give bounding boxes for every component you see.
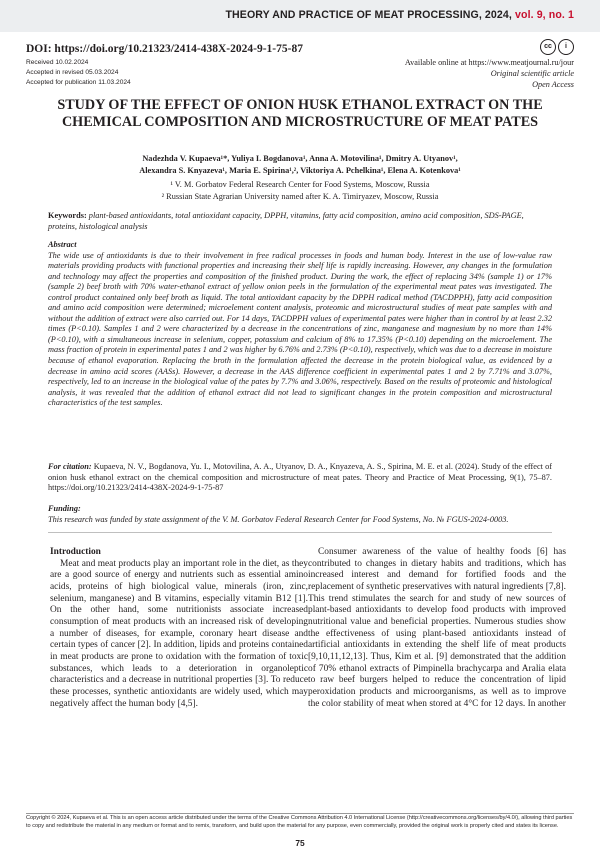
funding-section — [48, 504, 552, 525]
accepted-date: Accepted for publication 11.03.2024 — [26, 79, 131, 86]
page-number: 75 — [295, 838, 305, 848]
received-date: Received 10.02.2024 — [26, 59, 89, 66]
revised-date: Accepted in revised 05.03.2024 — [26, 69, 119, 76]
citation-section — [48, 462, 552, 494]
section-divider — [48, 532, 552, 533]
affiliation-1: ¹ V. M. Gorbatov Federal Research Center for Food Systems, Moscow, Russia — [170, 180, 430, 189]
citation-label: For citation: — [48, 462, 92, 471]
journal-name: THEORY AND PRACTICE OF MEAT PROCESSING, 2024, — [225, 9, 512, 21]
copyright-notice: Copyright © 2024, Kupaeva et al. This is an open access article distributed under the terms of the Creative Commons Attribution 4.0 International License (http://creativecommons.org/licenses/by/4.0/), allowing third parties to copy and redistribute the material in any medium or format and to remix, transform, and build upon the material for any purpose, even commercially, provided the original work is properly cited and states its license. — [26, 815, 573, 829]
abstract-heading: Abstract — [48, 240, 77, 249]
affiliations — [26, 179, 574, 203]
affiliation-2: ² Russian State Agrarian University named after K. A. Timiryazev, Moscow, Russia — [161, 192, 439, 201]
doi-link[interactable]: DOI: https://doi.org/10.21323/2414-438X-2024-9-1-75-87 — [26, 43, 303, 55]
author-list — [26, 153, 574, 177]
keywords — [48, 211, 552, 232]
article-title: STUDY OF THE EFFECT OF ONION HUSK ETHANOL EXTRACT ON THE CHEMICAL COMPOSITION AND MICROSTRUCTURE OF MEAT PATES — [57, 97, 543, 130]
funding-label: Funding: — [48, 504, 81, 513]
funding-text: This research was funded by state assignment of the V. M. Gorbatov Federal Research Center for Food Systems, No. № FGUS-2024-0003. — [48, 514, 509, 524]
intro-paragraph-left: Meat and meat products play an important role in the diet, as they are a good source of energy and nutrients such as essential amino acids, proteins of high biological value, minerals (iron, zinc, selenium, manganese) and B vitamins, especially vitamin B12 [1]. On the other hand, some nutritionists associate increased consumption of meat products with an increased risk of developing a number of diseases, for example, coronary heart disease and certain types of cancer [2]. In addition, lipids and proteins contained in meat products are prone to oxidation with the formation of toxic substances, which leads to a deterioration in organoleptic characteristics and a decrease in nutritional properties [3]. To reduce these processes, synthetic antioxidants are widely used, which may negatively affect the human body [4,5]. — [50, 558, 308, 709]
cc-license-icon[interactable]: cc i — [405, 39, 574, 55]
publication-info — [405, 39, 574, 90]
article-type: Original scientific article — [490, 69, 574, 78]
open-access-label: Open Access — [532, 80, 574, 89]
volume-issue: vol. 9, no. 1 — [515, 9, 574, 21]
authors-line-2: Alexandra S. Knyazeva¹, Maria E. Spirina¹,², Viktoriya A. Pchelkina¹, Elena A. Kotenkova¹ — [139, 166, 461, 175]
keywords-label: Keywords: — [48, 211, 87, 220]
footer-divider — [26, 813, 574, 814]
article-meta — [26, 43, 326, 88]
available-online[interactable]: Available online at https://www.meatjournal.ru/jour — [404, 58, 574, 67]
abstract-text: The wide use of antioxidants is due to their involvement in free radical processes in foods and human body. Interest in the use of low-value raw materials providing products with functional properties and increasing their shelf life is rapidly increasing. However, any changes in the formulation and technology may affect the properties and composition of the finished product. During the work, the effect of replacing 34% (sample 1) or 17% (sample 2) beef broth with 70% water-ethanol extract of yellow onion peels in the formulation of the experimental meat pates was investigated. The control product contained only beef broth as liquid. The total antioxidant capacity by the DPPH radical method (TACDPPH), fatty acid composition and amino acid composition were determined; microelement content analysis, proteomic and microstructural studies of meat pate samples with and without the addition of extract were also carried out. For 14 days, TACDPPH values of experimental pates were higher than in control by at least 2.32 times (P<0.10). Samples 1 and 2 were characterized by a decrease in the concentrations of zinc, manganese and magnesium by no more than 14% (P<0.10), with a simultaneous increase in selenium, copper, potassium and calcium of 8% to 17.35% (P<0.10) depending on the microelement. The mass fraction of protein in experimental pates 1 and 2 was higher by 6.76% and 2.73% (P<0.10), respectively, which was due to a decrease in moisture because of ethanol evaporation. Replacing the broth in the formulation affected the decrease in the protein biological value, as evidenced by a decrease in amino acid scores (AASs). However, a decrease in the AAS difference coefficient in experimental pates 1 and 2 by 7.71% and 3.07%, respectively, led to an increase in the biological value of the pates by 7.7% and 3.06%, respectively. Based on the results of proteomic and histological analysis, it was revealed that the addition of ethanol extract did not lead to significant changes in the protein composition and microstructural characteristics of the test samples. — [48, 250, 552, 408]
body-column-right — [308, 547, 566, 710]
body-column-left — [50, 547, 308, 710]
journal-header — [0, 0, 600, 32]
introduction-heading: Introduction — [50, 547, 101, 557]
intro-paragraph-right: Consumer awareness of the value of healthy foods [6] has contributed to changes in dietary habits and traditions, which has increased interest and demand for fortified foods and the replacement of synthetic preservatives with natural ingredients [7,8]. This trend stimulates the search for and study of new sources of plant-based antioxidants to develop food products with improved nutritional value and beneficial properties. Numerous studies show the effectiveness of using plant-based antioxidants instead of artificial antioxidants in extending the shelf life of meat products [9,10,11,12,13]. Thus, Kim et al. [9] demonstrated that the addition of 70% ethanol extracts of Pimpinella brachycarpa and Aralia elata to raw beef burgers helped to reduce the concentration of lipid peroxidation products and microorganisms, as well as to improve the color stability of meat when stored at 4°C for 12 days. In another — [308, 547, 566, 709]
citation-text: Kupaeva, N. V., Bogdanova, Yu. I., Motovilina, A. A., Utyanov, D. A., Knyazeva, A. S., Spirina, M. E. et al. (2024). Study of the effect of onion husk ethanol extract on the chemical composition and microstructure of meat pates. Theory and Practice of Meat Processing, 9(1), 75–87. https://doi.org/10.21323/2414-438X-2024-9-1-75-87 — [48, 462, 552, 493]
abstract-section — [48, 240, 552, 409]
authors-line-1: Nadezhda V. Kupaeva¹*, Yuliya I. Bogdanova¹, Anna A. Motovilina¹, Dmitry A. Utyanov¹, — [142, 154, 458, 163]
keywords-text: plant-based antioxidants, total antioxidant capacity, DPPH, vitamins, fatty acid composition, amino acid composition, SDS-PAGE, proteins, histological analysis — [48, 211, 524, 231]
